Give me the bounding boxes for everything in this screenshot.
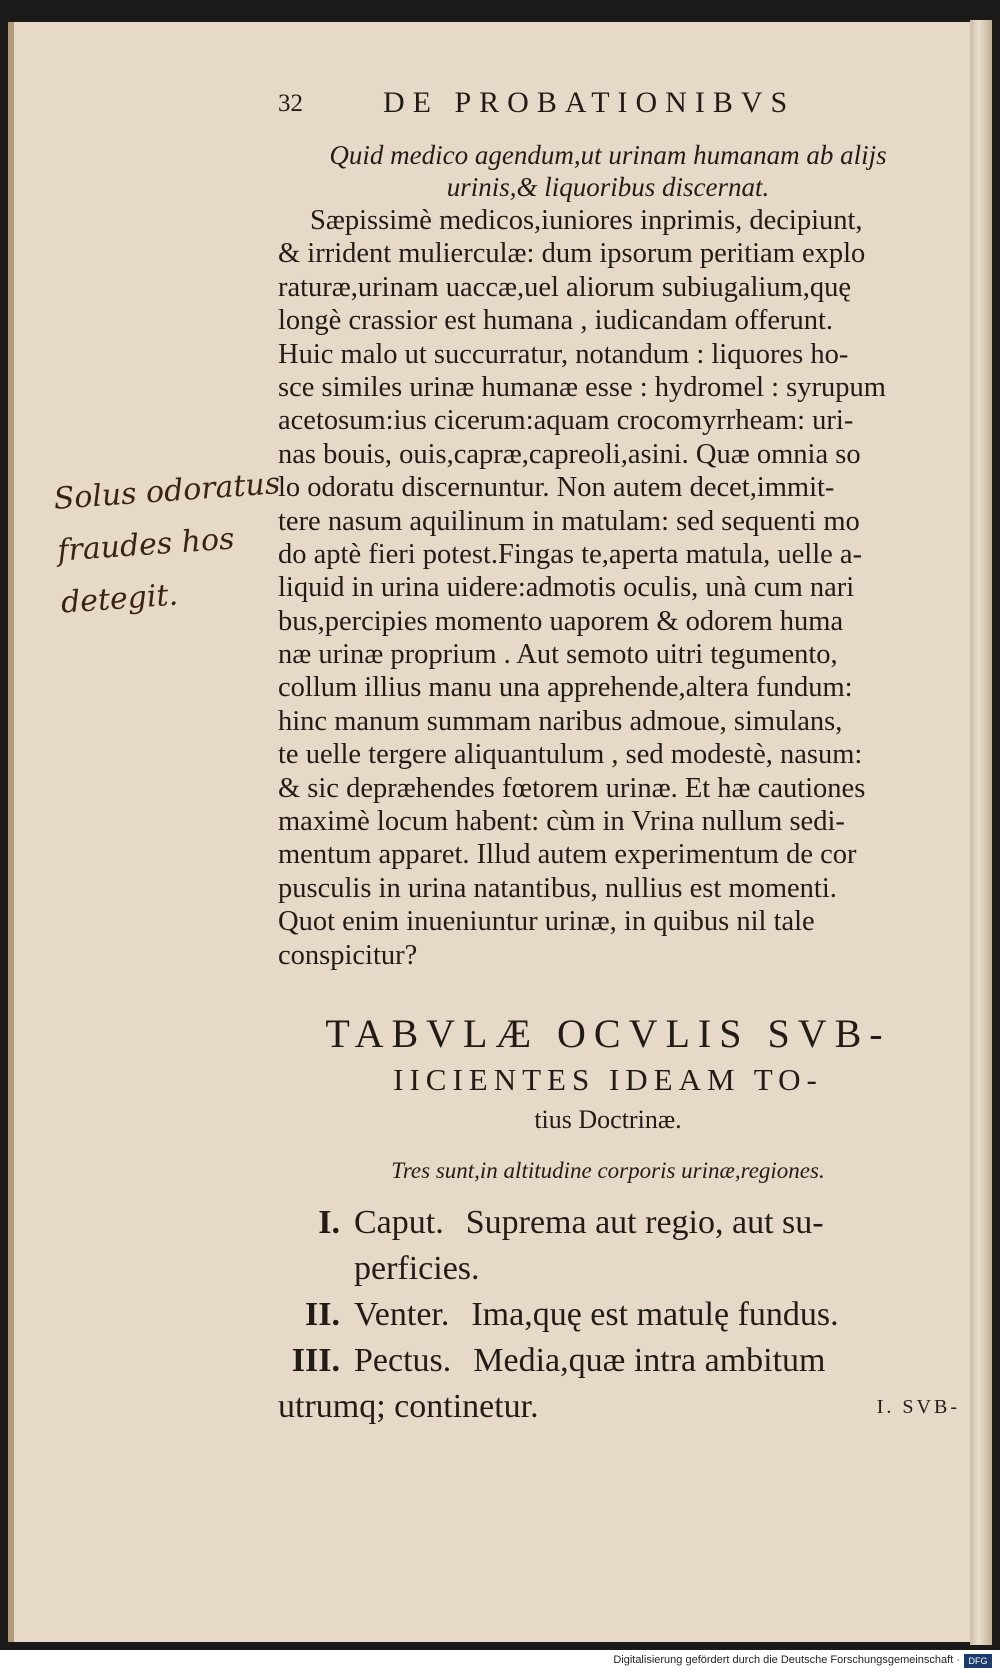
body-line: conspicitur?	[278, 939, 418, 971]
handwritten-marginal-note	[52, 460, 282, 630]
region-name: Venter.	[354, 1296, 450, 1333]
table-title-line-3: tius Doctrinæ.	[534, 1105, 682, 1134]
body-line: bus,percipies momento uaporem & odorem huma	[278, 605, 844, 637]
body-line: collum illius manu una apprehende,altera fundum:	[278, 672, 853, 704]
marginal-note-line: Solus odoratus	[52, 466, 282, 517]
body-line: Quot enim inueniuntur urinæ, in quibus nil tale	[278, 906, 815, 938]
body-line: mentum apparet. Illud autem experimentum de cor	[278, 839, 857, 871]
body-line: maximè locum habent: cùm in Vrina nullum sedi-	[278, 806, 845, 838]
body-line: do aptè fieri potest.Fingas te,aperta matula, uelle a-	[278, 538, 863, 570]
section-heading-line-1: Quid medico agendum,ut urinam humanam ab alijs	[329, 140, 887, 170]
region-description-continued: utrumq; continetur.	[278, 1388, 539, 1425]
region-item	[278, 1204, 968, 1242]
body-line: acetosum:ius cicerum:aquam crocomyrrheam: uri-	[278, 405, 854, 437]
body-line: & irrident mulierculæ: dum ipsorum peritiam explo	[278, 238, 866, 270]
body-line: pusculis in urina natantibus, nullius est momenti.	[278, 872, 837, 904]
body-line: liquid in urina uidere:admotis oculis, unà cum nari	[278, 572, 855, 604]
region-item	[278, 1296, 968, 1334]
body-line: longè crassior est humana , iudicandam offerunt.	[278, 305, 834, 337]
region-name: Caput.	[354, 1204, 444, 1241]
region-continuation	[278, 1250, 968, 1288]
region-numeral: I.	[318, 1204, 340, 1241]
body-line: te uelle tergere aliquantulum , sed modestè, nasum:	[278, 739, 863, 771]
region-numeral: II.	[305, 1296, 340, 1333]
region-description-continued: perficies.	[354, 1250, 480, 1287]
body-line: sce similes urinæ humanæ esse : hydromel : syrupum	[278, 371, 886, 403]
table-subtitle: Tres sunt,in altitudine corporis urinæ,regiones.	[391, 1158, 825, 1183]
region-description: Ima,quę est matulę fundus.	[471, 1296, 839, 1333]
marginal-note-line: fraudes hos	[56, 521, 236, 569]
body-line: hinc manum summam naribus admoue, simulans,	[278, 705, 843, 737]
running-title: DE PROBATIONIBVS	[383, 86, 796, 119]
body-line: Sæpissimè medicos,iuniores inprimis, decipiunt,	[310, 205, 863, 236]
body-line: næ urinæ proprium . Aut semoto uitri tegumento,	[278, 639, 838, 671]
marginal-note-line: detegit.	[59, 577, 180, 621]
region-description: Media,quæ intra ambitum	[473, 1342, 826, 1379]
table-title-line-1: TABVLÆ OCVLIS SVB-	[325, 1011, 891, 1056]
body-line: nas bouis, ouis,capræ,capreoli,asini. Quæ omnia so	[278, 438, 861, 470]
body-line: Huic malo ut succurratur, notandum : liquores ho-	[278, 338, 849, 370]
table-title-line-2: IICIENTES IDEAM TO-	[393, 1062, 823, 1097]
page-number: 32	[278, 90, 303, 117]
region-continuation	[278, 1388, 968, 1426]
region-item	[278, 1342, 968, 1380]
body-line: lo odoratu discernuntur. Non autem decet,immit-	[278, 472, 835, 504]
running-head	[278, 86, 918, 126]
body-line: raturæ,urinam uaccæ,uel aliorum subiugalium,quę	[278, 271, 852, 303]
region-description: Suprema aut regio, aut su-	[465, 1204, 824, 1241]
funding-credit: Digitalisierung gefördert durch die Deutsche Forschungsgemeinschaft ·	[613, 1654, 960, 1666]
body-line: & sic depræhendes fœtorem urinæ. Et hæ cautiones	[278, 772, 866, 804]
body-line: tere nasum aquilinum in matulam: sed sequenti mo	[278, 505, 860, 537]
section-heading-line-2: urinis,& liquoribus discernat.	[446, 172, 770, 202]
catchword: I. SVB-	[876, 1396, 960, 1418]
region-numeral: III.	[291, 1342, 340, 1379]
region-name: Pectus.	[354, 1342, 452, 1379]
credit-bar	[0, 1650, 1000, 1673]
page-edge	[970, 20, 992, 1645]
body-text	[278, 204, 958, 972]
dfg-logo: DFG	[964, 1654, 992, 1668]
